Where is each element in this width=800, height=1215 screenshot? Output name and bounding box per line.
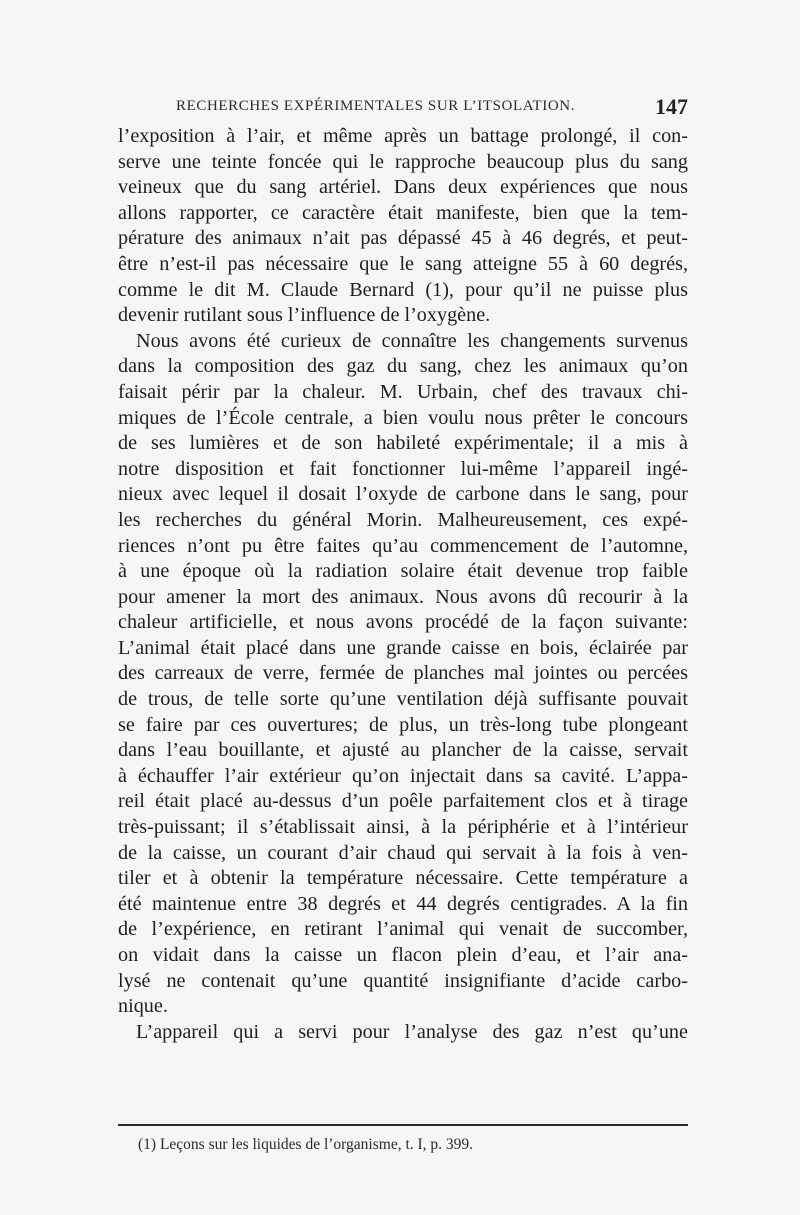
text-line: dans l’eau bouillante, et ajusté au plancher de la caisse, servait	[118, 739, 688, 762]
text-line: L’appareil qui a servi pour l’analyse des gaz n’est qu’une	[136, 1020, 688, 1043]
text-line: Nous avons été curieux de connaître les changements survenus	[136, 329, 688, 352]
text-line: devenir rutilant sous l’influence de l’oxygène.	[118, 304, 491, 327]
text-line: de la caisse, un courant d’air chaud qui servait à la fois à ven-	[118, 841, 688, 864]
running-title: RECHERCHES EXPÉRIMENTALES SUR L’ITSOLATION.	[176, 98, 576, 114]
text-line: faisait périr par la chaleur. M. Urbain, chef des travaux chi-	[118, 380, 688, 403]
text-line: riences n’ont pu être faites qu’au commencement de l’automne,	[118, 534, 688, 557]
footnote-rule	[118, 1124, 688, 1126]
text-line: on vidait dans la caisse un flacon plein d’eau, et l’air ana-	[118, 944, 688, 966]
text-line: les recherches du général Morin. Malheureusement, ces expé-	[118, 508, 688, 531]
text-line: pour amener la mort des animaux. Nous avons dû recourir à la	[118, 585, 688, 608]
text-line: des carreaux de verre, fermée de planches mal jointes ou percées	[118, 662, 688, 685]
text-line: reil était placé au-dessus d’un poêle parfaitement clos et à tirage	[118, 790, 688, 813]
text-line: dans la composition des gaz du sang, chez les animaux qu’on	[118, 355, 688, 378]
text-line: se faire par ces ouvertures; de plus, un très-long tube plongeant	[118, 713, 688, 736]
text-line: allons rapporter, ce caractère était manifeste, bien que la tem-	[118, 201, 688, 224]
text-line: à une époque où la radiation solaire était devenue trop faible	[118, 560, 688, 583]
text-line: veineux que du sang artériel. Dans deux expériences que nous	[118, 176, 688, 199]
text-line: de trous, de telle sorte qu’une ventilation déjà suffisante pouvait	[118, 688, 688, 711]
text-line: chaleur artificielle, et nous avons procédé de la façon suivante:	[118, 611, 688, 634]
text-line: comme le dit M. Claude Bernard (1), pour qu’il ne puisse plus	[118, 278, 688, 301]
text-line: l’exposition à l’air, et même après un battage prolongé, il con-	[118, 125, 688, 147]
text-line: à échauffer l’air extérieur qu’on injectait dans sa cavité. L’appa-	[118, 764, 688, 787]
text-line: été maintenue entre 38 degrés et 44 degrés centigrades. A la fin	[118, 892, 688, 915]
text-line: L’animal était placé dans une grande caisse en bois, éclairée par	[118, 636, 688, 659]
text-line: de l’expérience, en retirant l’animal qui venait de succomber,	[118, 918, 688, 941]
text-line: miques de l’École centrale, a bien voulu nous prêter le concours	[118, 406, 688, 429]
text-line: notre disposition et fait fonctionner lui-même l’appareil ingé-	[118, 457, 688, 480]
text-line: très-puissant; il s’établissait ainsi, à la périphérie et à l’intérieur	[118, 816, 688, 839]
text-line: tiler et à obtenir la température nécessaire. Cette température a	[118, 867, 688, 890]
footnote: (1) Leçons sur les liquides de l’organisme, t. I, p. 399.	[138, 1136, 474, 1153]
text-line: serve une teinte foncée qui le rapproche beaucoup plus du sang	[118, 150, 688, 173]
running-head	[118, 94, 688, 120]
text-line: lysé ne contenait qu’une quantité insignifiante d’acide carbo-	[118, 969, 688, 992]
body-text	[118, 124, 688, 1045]
text-line: être n’est-il pas nécessaire que le sang atteigne 55 à 60 degrés,	[118, 252, 688, 275]
text-line: de ses lumières et de son habileté expérimentale; il a mis à	[118, 432, 688, 455]
text-line: nique.	[118, 995, 168, 1018]
page-number: 147	[655, 94, 688, 119]
text-line: nieux avec lequel il dosait l’oxyde de carbone dans le sang, pour	[118, 483, 688, 506]
text-line: pérature des animaux n’ait pas dépassé 45 à 46 degrés, et peut-	[118, 227, 688, 250]
